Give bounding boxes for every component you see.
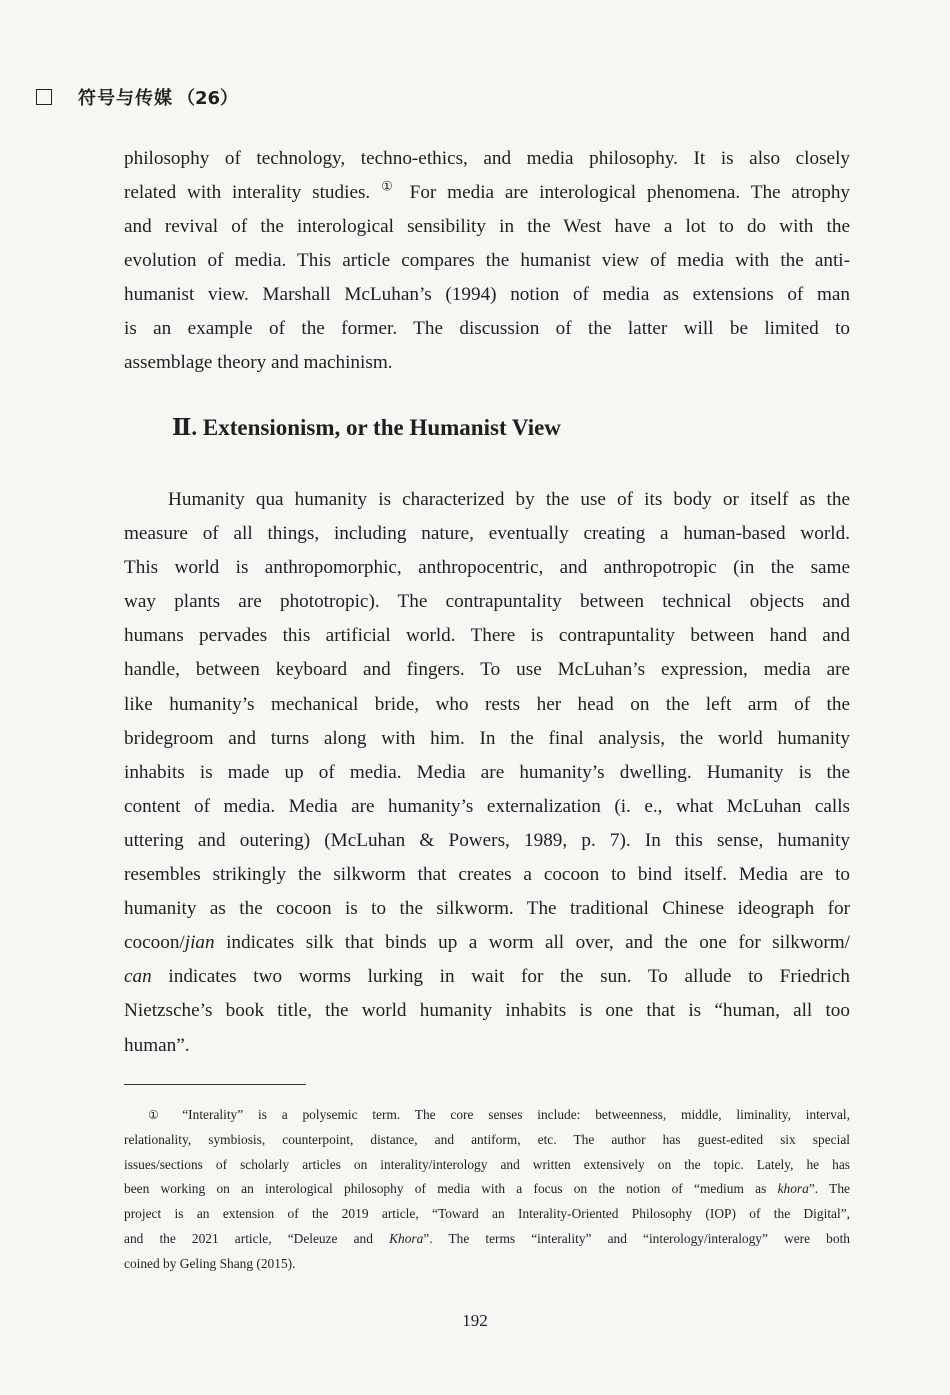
journal-title: 符号与传媒: [78, 88, 173, 109]
intro-line-text: related with interality studies.: [124, 182, 371, 203]
journal-issue: （26）: [177, 88, 239, 109]
footnote-line-text: been working on an interological philosophy of media with a focus on the notion of “medium as: [124, 1181, 767, 1197]
body-line-text: indicates two worms lurking in wait for the sun. To allude to Friedrich: [168, 966, 850, 988]
footnote-line: relationality, symbiosis, counterpoint, distance, and antiform, etc. The author has guest-edited six special: [124, 1131, 850, 1147]
body-line: Nietzsche’s book title, the world humanity inhabits is one that is “human, all too: [124, 1000, 850, 1022]
body-line: like humanity’s mechanical bride, who rests her head on the left arm of the: [124, 693, 850, 715]
body-line-text: indicates silk that binds up a worm all over, and the one for silkworm/: [226, 932, 851, 954]
body-line-text: cocoon/: [124, 932, 185, 954]
intro-line: humanist view. Marshall McLuhan’s (1994) notion of media as extensions of man: [124, 284, 850, 305]
footnote-line-text: and the 2021 article, “Deleuze and: [124, 1230, 373, 1246]
footnote-line: project is an extension of the 2019 article, “Toward an Interality-Oriented Philosophy (IOP) of the Digital”,: [124, 1206, 850, 1222]
intro-line: philosophy of technology, techno-ethics, and media philosophy. It is also closely: [124, 148, 850, 169]
footnote-line: [124, 1103, 850, 1128]
body-line: measure of all things, including nature, eventually creating a human-based world.: [124, 523, 850, 545]
intro-paragraph: [124, 142, 850, 380]
body-line: Humanity qua humanity is characterized by the use of its body or itself as the: [168, 489, 850, 510]
footnote-italic: khora: [777, 1181, 809, 1197]
intro-line: assemblage theory and machinism.: [124, 352, 393, 373]
footnote-line: coined by Geling Shang (2015).: [124, 1255, 296, 1271]
body-line: bridegroom and turns along with him. In the final analysis, the world humanity: [124, 727, 850, 749]
body-line: [124, 926, 850, 960]
page-number: 192: [462, 1311, 488, 1330]
intro-line: is an example of the former. The discussion of the latter will be limited to: [124, 318, 850, 339]
body-line: content of media. Media are humanity’s externalization (i. e., what McLuhan calls: [124, 795, 850, 817]
body-line: This world is anthropomorphic, anthropocentric, and anthropotropic (in the same: [124, 557, 850, 579]
body-line: way plants are phototropic). The contrapuntality between technical objects and: [124, 591, 850, 613]
running-header: [36, 84, 238, 110]
footnote-reference[interactable]: ①: [381, 179, 399, 195]
body-line: resembles strikingly the silkworm that creates a cocoon to bind itself. Media are to: [124, 864, 850, 886]
body-line-italic: jian: [184, 932, 215, 954]
body-line: [124, 960, 850, 994]
footnote-italic: Khora: [389, 1230, 424, 1246]
intro-line: [124, 176, 850, 210]
footnote-line: [124, 1177, 850, 1202]
section-heading: Ⅱ. Extensionism, or the Humanist View: [172, 415, 561, 440]
footnote-line-text: “Interality” is a polysemic term. The core senses include: betweenness, middle, liminality, interval,: [182, 1107, 850, 1122]
body-line: handle, between keyboard and fingers. To use McLuhan’s expression, media are: [124, 659, 850, 681]
intro-line: and revival of the interological sensibility in the West have a lot to do with the: [124, 216, 850, 237]
body-line: uttering and outering) (McLuhan & Powers, 1989, p. 7). In this sense, humanity: [124, 829, 850, 851]
footnote-divider: [124, 1084, 306, 1085]
body-paragraph: [124, 483, 850, 1063]
footnote-line-text: ”. The terms “interality” and “interology/interalogy” were both: [423, 1230, 850, 1246]
header-square-icon: [36, 89, 52, 105]
body-line-italic: can: [124, 966, 152, 988]
intro-line-text: For media are interological phenomena. The atrophy: [409, 182, 851, 203]
body-line: humanity as the cocoon is to the silkworm. The traditional Chinese ideograph for: [124, 898, 850, 920]
intro-line: evolution of media. This article compares the humanist view of media with the anti-: [124, 250, 850, 271]
footnote-line: issues/sections of scholarly articles on interality/interology and written extensively on the topic. Lately, he has: [124, 1156, 850, 1172]
footnote-number: ①: [148, 1108, 171, 1122]
body-line: human”.: [124, 1034, 190, 1056]
footnote-line: [124, 1227, 850, 1252]
footnote-line-text: ”. The: [808, 1181, 850, 1197]
footnote: [124, 1103, 850, 1277]
body-line: humans pervades this artificial world. There is contrapuntality between hand and: [124, 625, 850, 647]
body-line: inhabits is made up of media. Media are humanity’s dwelling. Humanity is the: [124, 761, 850, 783]
